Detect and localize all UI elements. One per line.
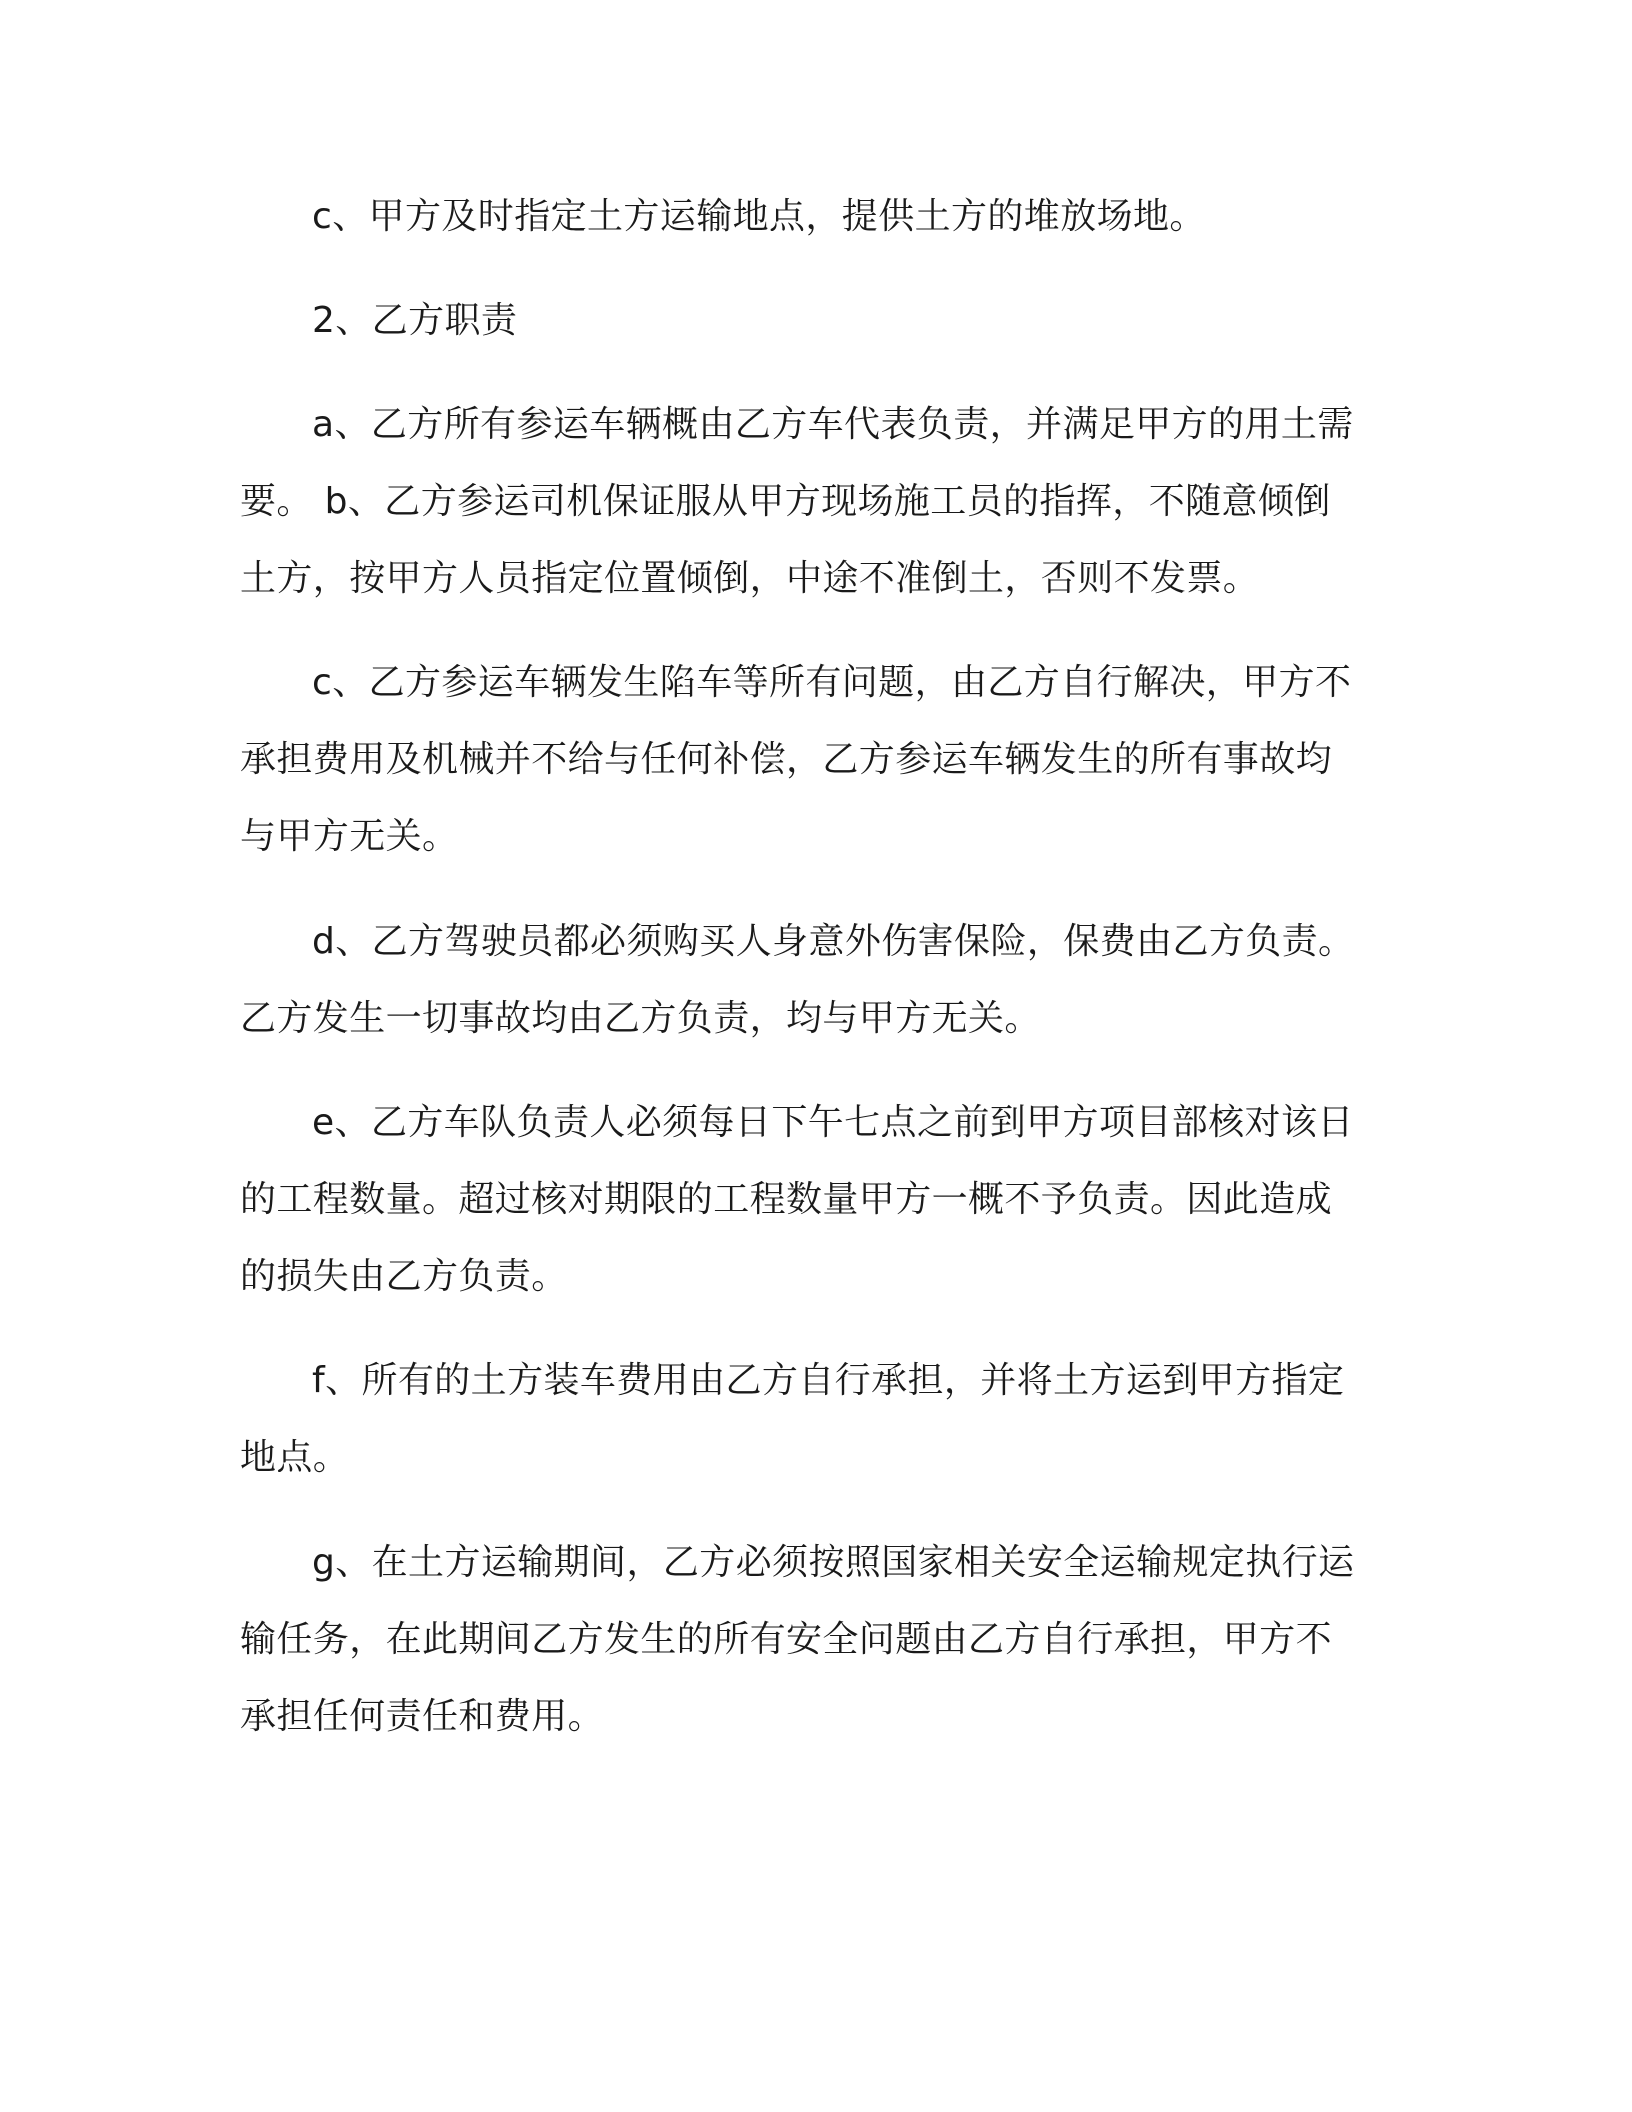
text-line: c、甲方及时指定土方运输地点，提供土方的堆放场地。 <box>312 196 1206 237</box>
text-line: a、乙方所有参运车辆概由乙方车代表负责，并满足甲方的用土需 <box>312 404 1354 445</box>
text-line: 乙方发生一切事故均由乙方负责，均与甲方无关。 <box>240 998 1041 1039</box>
paragraph-section-2-heading <box>240 282 1392 359</box>
document-page <box>240 0 1392 2112</box>
paragraph-clause-2a-2b <box>240 386 1392 617</box>
text-line: 的损失由乙方负责。 <box>240 1256 568 1297</box>
text-line: c、乙方参运车辆发生陷车等所有问题，由乙方自行解决，甲方不 <box>312 662 1352 703</box>
text-line: f、所有的土方装车费用由乙方自行承担，并将土方运到甲方指定 <box>312 1360 1345 1401</box>
text-line: 承担费用及机械并不给与任何补偿，乙方参运车辆发生的所有事故均 <box>240 739 1333 780</box>
paragraph-clause-2e <box>240 1084 1392 1315</box>
text-line: d、乙方驾驶员都必须购买人身意外伤害保险，保费由乙方负责。 <box>312 921 1355 962</box>
paragraph-clause-1c <box>240 178 1392 255</box>
paragraph-clause-2f <box>240 1342 1392 1496</box>
text-line: 要。 b、乙方参运司机保证服从甲方现场施工员的指挥，不随意倾倒 <box>240 481 1331 522</box>
text-line: 土方，按甲方人员指定位置倾倒，中途不准倒土，否则不发票。 <box>240 558 1260 599</box>
paragraph-clause-2g <box>240 1524 1392 1755</box>
text-line: e、乙方车队负责人必须每日下午七点之前到甲方项目部核对该日 <box>312 1102 1354 1143</box>
paragraph-clause-2d <box>240 903 1392 1057</box>
text-line: 与甲方无关。 <box>240 816 459 857</box>
text-line: 承担任何责任和费用。 <box>240 1696 605 1737</box>
paragraph-clause-2c <box>240 644 1392 875</box>
text-line: 2、乙方职责 <box>312 300 518 341</box>
text-line: 地点。 <box>240 1437 350 1478</box>
text-line: 的工程数量。超过核对期限的工程数量甲方一概不予负责。因此造成 <box>240 1179 1333 1220</box>
text-line: 输任务，在此期间乙方发生的所有安全问题由乙方自行承担，甲方不 <box>240 1619 1333 1660</box>
text-line: g、在土方运输期间，乙方必须按照国家相关安全运输规定执行运 <box>312 1542 1355 1583</box>
